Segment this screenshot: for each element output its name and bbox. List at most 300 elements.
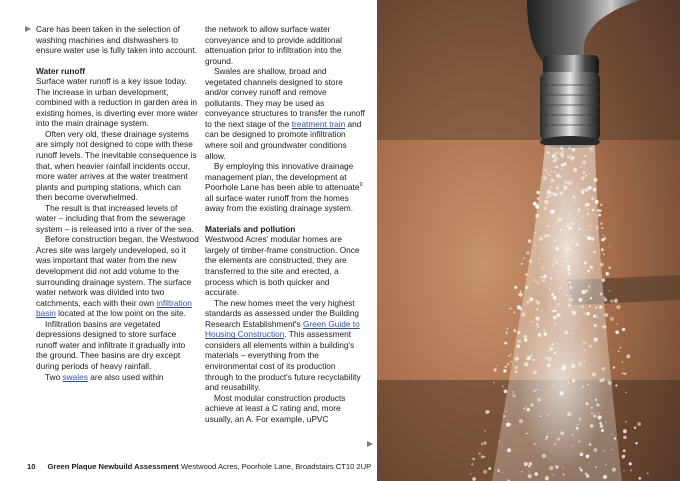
water-droplet [546, 196, 548, 198]
paragraph: Two swales are also used within [45, 371, 164, 382]
water-droplet [551, 310, 553, 312]
water-droplet [536, 308, 538, 310]
water-droplet [601, 378, 605, 382]
water-droplet [526, 408, 529, 411]
water-droplet [592, 372, 596, 376]
water-droplet [505, 410, 507, 412]
water-droplet [622, 455, 626, 459]
water-droplet [569, 226, 572, 229]
water-droplet [556, 342, 557, 343]
bullet-paragraph: Care has been taken in the selection of washing machines and dishwashers to ensure water use is fully taken into account. [36, 24, 197, 56]
water-droplet [556, 221, 558, 223]
water-droplet [550, 347, 554, 351]
water-droplet [515, 370, 518, 373]
water-droplet [534, 443, 536, 445]
water-droplet [547, 363, 551, 367]
right-column [205, 24, 365, 424]
water-droplet [572, 195, 575, 198]
water-droplet [581, 191, 584, 194]
water-droplet [551, 186, 553, 188]
water-droplet [543, 207, 547, 211]
water-droplet [561, 168, 563, 170]
water-droplet [552, 159, 556, 163]
water-droplet [581, 305, 584, 308]
water-droplet [525, 273, 528, 276]
water-droplet [535, 232, 536, 233]
water-droplet [560, 287, 562, 289]
water-droplet [556, 174, 560, 178]
water-droplet [623, 436, 627, 440]
water-droplet [484, 430, 485, 431]
water-droplet [534, 472, 538, 476]
water-droplet [535, 317, 539, 321]
water-droplet [600, 203, 603, 206]
water-droplet [511, 354, 512, 355]
water-droplet [558, 303, 560, 305]
water-droplet [530, 354, 533, 357]
water-droplet [593, 251, 596, 254]
water-droplet [472, 458, 475, 461]
water-droplet [551, 293, 554, 296]
water-droplet [528, 239, 532, 243]
paragraph: Surface water runoff is a key issue today. The increase in urban development, combined with a reduction in garden area in existing homes, is diverting ever more water into the main drainage system. [36, 76, 198, 129]
water-droplet [539, 237, 543, 241]
water-droplet [545, 438, 547, 440]
link-infiltration-basin[interactable]: infiltration basin [36, 297, 192, 319]
water-droplet [585, 175, 587, 177]
water-droplet [524, 338, 527, 341]
heading-materials-pollution: Materials and pollution [205, 223, 296, 234]
water-droplet [555, 307, 556, 308]
water-droplet [572, 434, 574, 436]
water-droplet [560, 146, 563, 149]
link-green-guide[interactable]: Green Guide to Housing Construction [205, 318, 360, 340]
water-droplet [600, 424, 603, 427]
water-droplet [543, 329, 545, 331]
water-droplet [589, 225, 591, 227]
water-droplet [503, 415, 505, 417]
water-droplet [564, 331, 568, 335]
water-droplet [504, 389, 508, 393]
water-droplet [554, 153, 557, 156]
heading-water-runoff: Water runoff [36, 65, 86, 76]
water-droplet [579, 467, 581, 469]
water-droplet [588, 285, 591, 288]
footer-title: Green Plaque Newbuild Assessment [47, 462, 179, 471]
water-droplet [538, 258, 540, 260]
water-droplet [603, 296, 606, 299]
water-droplet [502, 386, 503, 387]
water-droplet [548, 350, 549, 351]
water-droplet [540, 415, 542, 417]
water-droplet [584, 262, 587, 265]
water-droplet [517, 305, 521, 309]
water-droplet [605, 464, 607, 466]
water-droplet [526, 251, 529, 254]
water-droplet [586, 454, 590, 458]
water-droplet [591, 407, 593, 409]
water-droplet [584, 349, 586, 351]
water-droplet [576, 243, 579, 246]
water-droplet [578, 209, 580, 211]
water-droplet [586, 312, 590, 316]
water-droplet [585, 473, 588, 476]
water-droplet [608, 267, 610, 269]
water-droplet [565, 295, 566, 296]
water-droplet [523, 335, 527, 339]
water-droplet [506, 423, 510, 427]
water-droplet [524, 408, 526, 410]
paragraph: By employing this innovative drainage management plan, the development at Poorhole Lane has been able to attenuate$^9$ all surface water runoff from the homes away from the existing drainage system. [205, 161, 363, 214]
water-droplet [538, 398, 541, 401]
water-droplet [561, 154, 563, 156]
water-droplet [543, 274, 547, 278]
water-droplet [488, 467, 491, 470]
water-droplet [582, 386, 584, 388]
water-droplet [553, 296, 557, 300]
water-droplet [602, 234, 604, 236]
water-droplet [572, 148, 576, 152]
water-droplet [472, 477, 476, 481]
water-droplet [593, 188, 596, 191]
water-droplet [557, 313, 561, 317]
water-droplet [537, 333, 541, 337]
water-droplet [589, 345, 592, 348]
water-droplet [590, 297, 592, 299]
water-droplet [569, 298, 573, 302]
link-swales[interactable]: swales [62, 371, 88, 382]
water-droplet [567, 412, 571, 416]
water-droplet [550, 210, 554, 214]
water-droplet [533, 202, 537, 206]
water-droplet [594, 324, 597, 327]
water-droplet [547, 173, 549, 175]
water-droplet [578, 362, 582, 366]
water-droplet [548, 357, 552, 361]
water-droplet [622, 362, 623, 363]
water-droplet [567, 382, 569, 384]
water-droplet [625, 421, 627, 423]
water-droplet [552, 264, 553, 265]
water-droplet [596, 226, 599, 229]
water-droplet [584, 155, 586, 157]
water-droplet [620, 347, 622, 349]
water-droplet [521, 471, 523, 473]
water-droplet [534, 279, 537, 282]
water-droplet [529, 471, 530, 472]
water-droplet [512, 394, 515, 397]
water-droplet [572, 445, 573, 446]
water-droplet [562, 473, 564, 475]
water-droplet [553, 225, 555, 227]
water-droplet [483, 441, 486, 444]
water-droplet [568, 272, 571, 275]
water-droplet [537, 282, 539, 284]
water-droplet [595, 306, 597, 308]
water-droplet [623, 449, 626, 452]
water-droplet [541, 246, 542, 247]
water-droplet [546, 436, 548, 438]
water-droplet [571, 222, 574, 225]
water-droplet [484, 456, 485, 457]
water-droplet [592, 197, 594, 199]
water-droplet [508, 355, 511, 358]
water-droplet [532, 321, 534, 323]
water-droplet [618, 351, 620, 353]
water-droplet [507, 448, 511, 452]
water-droplet [584, 235, 585, 236]
water-droplet [599, 422, 602, 425]
water-droplet [497, 469, 500, 472]
water-droplet [629, 462, 632, 465]
water-droplet [501, 472, 503, 474]
water-droplet [542, 267, 544, 269]
water-droplet [598, 412, 599, 413]
water-droplet [580, 453, 584, 457]
water-droplet [594, 178, 598, 182]
water-droplet [533, 371, 537, 375]
water-droplet [534, 245, 536, 247]
water-droplet [530, 403, 533, 406]
water-droplet [547, 190, 551, 194]
water-droplet [595, 200, 599, 204]
water-droplet [515, 357, 519, 361]
water-droplet [578, 440, 580, 442]
water-droplet [568, 303, 571, 306]
water-droplet [569, 286, 571, 288]
water-tap-photo [377, 0, 680, 481]
water-droplet [589, 443, 591, 445]
water-droplet [521, 263, 523, 265]
water-droplet [622, 373, 624, 375]
water-droplet [587, 229, 589, 231]
paragraph: the network to allow surface water conveyance and to provide additional attenuation prior to infiltration into the ground. [205, 24, 342, 66]
water-droplet [635, 442, 637, 444]
water-droplet [600, 223, 602, 225]
water-droplet [626, 354, 630, 358]
water-droplet [549, 174, 551, 176]
water-droplet [601, 367, 605, 371]
water-droplet [588, 186, 592, 190]
water-droplet [554, 239, 556, 241]
water-droplet [553, 171, 555, 173]
water-droplet [514, 286, 517, 289]
water-droplet [572, 338, 573, 339]
water-droplet [600, 293, 603, 296]
water-droplet [623, 429, 627, 433]
water-droplet [549, 288, 551, 290]
water-droplet [583, 359, 585, 361]
water-droplet [555, 246, 559, 250]
paragraph: Before construction began, the Westwood Acres site was largely undeveloped, so it was important that water from the new development did not add volume to the surrounding drainage system. The surface water network was divided into two catchments, each with their own infiltration basin located at the low point on the site. [36, 234, 199, 319]
water-droplet [637, 422, 641, 426]
paragraph: Westwood Acres' modular homes are largely of timber-frame construction. Once the elements are constructed, they are transferred to the site and erected, a process which is both quicker and accurate. [205, 234, 360, 298]
water-droplet [603, 475, 607, 479]
continue-arrow-icon [367, 441, 373, 447]
water-droplet [503, 369, 506, 372]
water-droplet [590, 148, 593, 151]
water-droplet [513, 329, 516, 332]
water-droplet [611, 434, 612, 435]
water-droplet [583, 342, 586, 345]
water-droplet [609, 245, 610, 246]
water-droplet [526, 433, 528, 435]
water-droplet [554, 309, 557, 312]
water-droplet [555, 150, 556, 151]
paragraph: Swales are shallow, broad and vegetated channels designed to store and/or convey runoff and remove pollutants. They may be used as conveyance structures to transfer the runoff to the next stage of the treatment train and can be designed to promote infiltration where soil and groundwater conditions allow. [205, 66, 365, 161]
water-droplet [496, 365, 497, 366]
water-droplet [600, 263, 604, 267]
water-droplet [609, 290, 611, 292]
water-droplet [616, 305, 620, 309]
water-droplet [549, 186, 551, 188]
water-droplet [584, 313, 586, 315]
paragraph: Infiltration basins are vegetated depressions designed to store surface runoff water and infiltrate it gradually into the ground. Thee basins are dry except during periods of heavy rainfall. [36, 318, 186, 371]
water-droplet [604, 313, 608, 317]
water-droplet [485, 410, 489, 414]
footnote-marker[interactable]: 9 [359, 182, 363, 189]
water-droplet [630, 469, 632, 471]
water-droplet [572, 379, 575, 382]
water-droplet [603, 254, 605, 256]
water-droplet [616, 323, 617, 324]
water-droplet [521, 313, 525, 317]
water-droplet [505, 332, 507, 334]
water-droplet [546, 194, 548, 196]
water-droplet [529, 297, 533, 301]
water-droplet [558, 185, 560, 187]
water-droplet [535, 300, 537, 302]
water-droplet [598, 213, 601, 216]
water-droplet [564, 185, 567, 188]
water-droplet [543, 176, 547, 180]
water-droplet [494, 368, 497, 371]
water-droplet [591, 412, 593, 414]
water-droplet [510, 361, 512, 363]
water-droplet [510, 308, 512, 310]
water-droplet [560, 431, 564, 435]
water-droplet [596, 403, 598, 405]
water-droplet [578, 227, 580, 229]
water-droplet [595, 399, 597, 401]
water-droplet [585, 289, 589, 293]
water-droplet [551, 178, 555, 182]
water-droplet [614, 437, 616, 439]
water-droplet [567, 155, 571, 159]
water-droplet [582, 216, 584, 218]
water-droplet [524, 462, 528, 466]
water-droplet [604, 237, 607, 240]
water-droplet [567, 256, 568, 257]
water-droplet [550, 277, 552, 279]
water-droplet [565, 232, 567, 234]
water-droplet [634, 427, 637, 430]
water-droplet [594, 448, 598, 452]
water-droplet [493, 382, 495, 384]
water-droplet [554, 443, 556, 445]
water-droplet [597, 316, 599, 318]
water-droplet [498, 441, 500, 443]
water-droplet [555, 166, 558, 169]
water-droplet [607, 380, 609, 382]
water-droplet [562, 367, 565, 370]
water-droplet [601, 429, 604, 432]
water-droplet [523, 257, 524, 258]
water-droplet [525, 406, 527, 408]
water-droplet [542, 454, 546, 458]
link-treatment-train[interactable]: treatment train [291, 118, 346, 129]
water-droplet [504, 342, 507, 345]
water-droplet [587, 270, 590, 273]
water-droplet [561, 164, 563, 166]
water-droplet [564, 250, 566, 252]
water-droplet [545, 476, 549, 480]
water-droplet [545, 200, 549, 204]
water-droplet [580, 469, 583, 472]
water-droplet [598, 415, 602, 419]
water-droplet [519, 292, 523, 296]
water-droplet [529, 260, 532, 263]
water-droplet [622, 328, 625, 331]
water-droplet [565, 230, 566, 231]
water-droplet [605, 422, 606, 423]
water-droplet [557, 152, 559, 154]
water-droplet [545, 169, 547, 171]
water-droplet [560, 229, 562, 231]
water-droplet [547, 415, 548, 416]
water-droplet [585, 203, 589, 207]
water-droplet [556, 187, 559, 190]
water-droplet [589, 265, 593, 269]
water-droplet [526, 357, 530, 361]
water-droplet [543, 332, 547, 336]
water-droplet [483, 470, 487, 474]
water-droplet [553, 384, 555, 386]
water-droplet [587, 236, 591, 240]
water-droplet [590, 424, 593, 427]
water-droplet [552, 343, 554, 345]
water-droplet [574, 199, 576, 201]
water-droplet [553, 474, 554, 475]
water-droplet [567, 247, 571, 251]
water-droplet [615, 331, 619, 335]
water-droplet [561, 150, 564, 153]
page-number: 10 [27, 462, 36, 471]
water-droplet [572, 333, 574, 335]
water-droplet [549, 466, 553, 470]
paragraph: The result is that increased levels of water – including that from the sewerage system – is released into a river of the sea. [36, 202, 194, 234]
water-droplet [513, 311, 515, 313]
water-droplet [481, 443, 483, 445]
water-droplet [546, 357, 548, 359]
water-droplet [535, 214, 539, 218]
tap-illustration [377, 0, 680, 481]
water-droplet [555, 465, 559, 469]
water-droplet [516, 354, 517, 355]
water-droplet [517, 340, 519, 342]
water-droplet [532, 359, 535, 362]
water-droplet [570, 158, 573, 161]
water-droplet [602, 278, 606, 282]
water-droplet [567, 265, 570, 268]
water-droplet [571, 364, 575, 368]
water-droplet [553, 316, 557, 320]
water-droplet [557, 438, 560, 441]
water-droplet [614, 299, 618, 303]
water-droplet [507, 363, 510, 366]
water-droplet [612, 468, 616, 472]
water-droplet [537, 326, 539, 328]
